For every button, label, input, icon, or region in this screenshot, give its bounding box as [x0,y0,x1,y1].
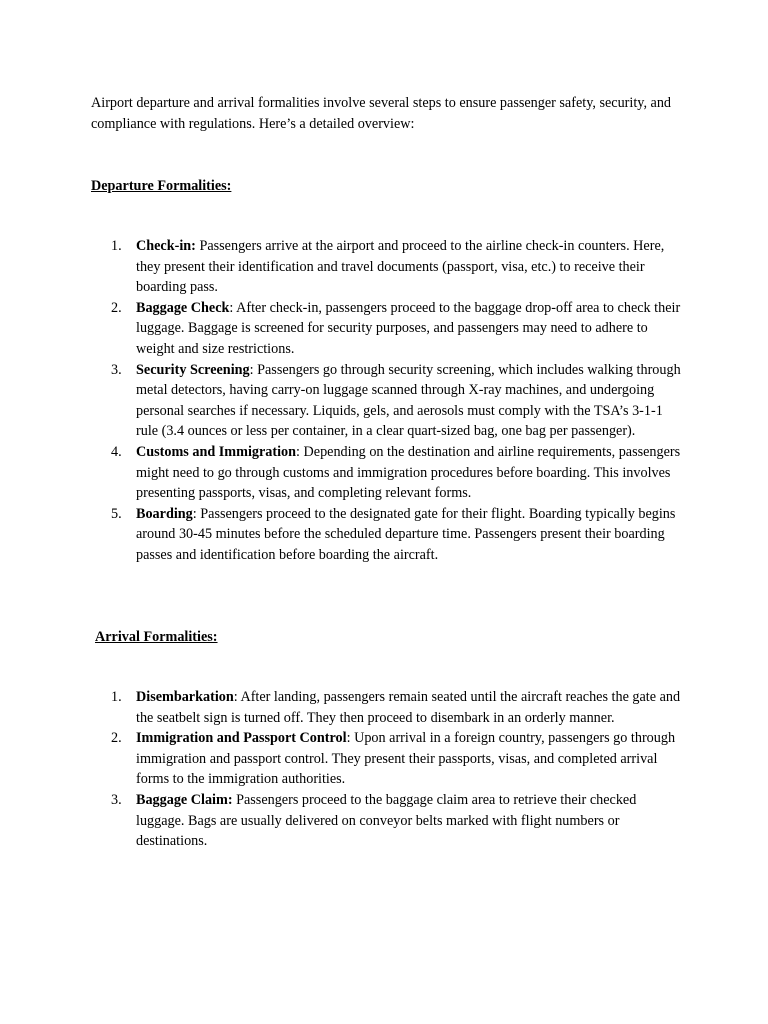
arrival-heading: Arrival Formalities: [95,629,218,645]
list-item-number: 3. [111,361,122,378]
list-item-text: Passengers proceed to the baggage claim area to retrieve their checked luggage. Bags are usually delivered on conveyor belts marked with flight numbers or destinations. [136,791,637,850]
list-item-number: 1. [111,238,122,254]
list-item [111,360,681,442]
list-item [111,442,681,504]
intro-paragraph: Airport departure and arrival formalities involve several steps to ensure passenger safety, security, and compliance with regulations. Here’s a detailed overview: [91,95,672,132]
list-item-number: 2. [111,299,122,316]
list-item-text: : After landing, passengers remain seated until the aircraft reaches the gate and the seatbelt sign is turned off. They then proceed to disembark in an orderly manner. [136,689,681,726]
list-item [111,790,681,852]
list-item-term: Immigration and Passport Control [136,730,347,747]
list-item-text: : Upon arrival in a foreign country, passengers go through immigration and passport control. They present their passports, visas, and completed arrival forms to the immigration authorities. [136,730,676,788]
list-item-number: 5. [111,505,122,522]
departure-heading: Departure Formalities: [91,178,232,194]
list-item-number: 3. [111,791,122,808]
list-item-term: Check-in: [136,238,196,254]
list-item-term: Boarding [136,505,193,522]
list-item-term: Security Screening [136,361,250,378]
list-item [111,687,681,728]
list-item-term: Disembarkation [136,689,234,705]
list-item-text: : Passengers proceed to the designated gate for their flight. Boarding typically begins around 30-45 minutes before the scheduled departure time. Passengers present their boarding passes and identification before boarding the aircraft. [136,505,676,563]
list-item [111,298,681,360]
list-item-number: 1. [111,689,122,705]
list-item-text: : Passengers go through security screening, which includes walking through metal detectors, having carry-on luggage scanned through X-ray machines, and undergoing personal searches if necessary. Liquids, gels, and aerosols must comply with the TSA’s 3-1-1 rule (3.4 ounces or less per container, in a clear quart-sized bag, one bag per passenger). [136,361,681,440]
list-item-number: 2. [111,730,122,747]
list-item-term: Baggage Claim: [136,791,233,808]
list-item-term: Customs and Immigration [136,443,297,460]
list-item [111,504,681,566]
list-item-text: : After check-in, passengers proceed to the baggage drop-off area to check their luggage. Baggage is screened for security purposes, and passengers may need to adhere to weight and size restrictions. [136,299,681,357]
list-item [111,728,681,790]
list-item-text: Passengers arrive at the airport and proceed to the airline check-in counters. Here, they present their identification and travel documents (passport, visa, etc.) to receive their boarding pass. [136,238,665,296]
list-item-number: 4. [111,443,122,460]
list-item [111,236,681,298]
list-item-text: : Depending on the destination and airline requirements, passengers might need to go through customs and immigration procedures before boarding. This involves presenting passports, visas, and completing relevant forms. [136,443,681,502]
departure-list [111,236,681,566]
arrival-list [111,687,681,852]
list-item-term: Baggage Check [136,299,230,316]
